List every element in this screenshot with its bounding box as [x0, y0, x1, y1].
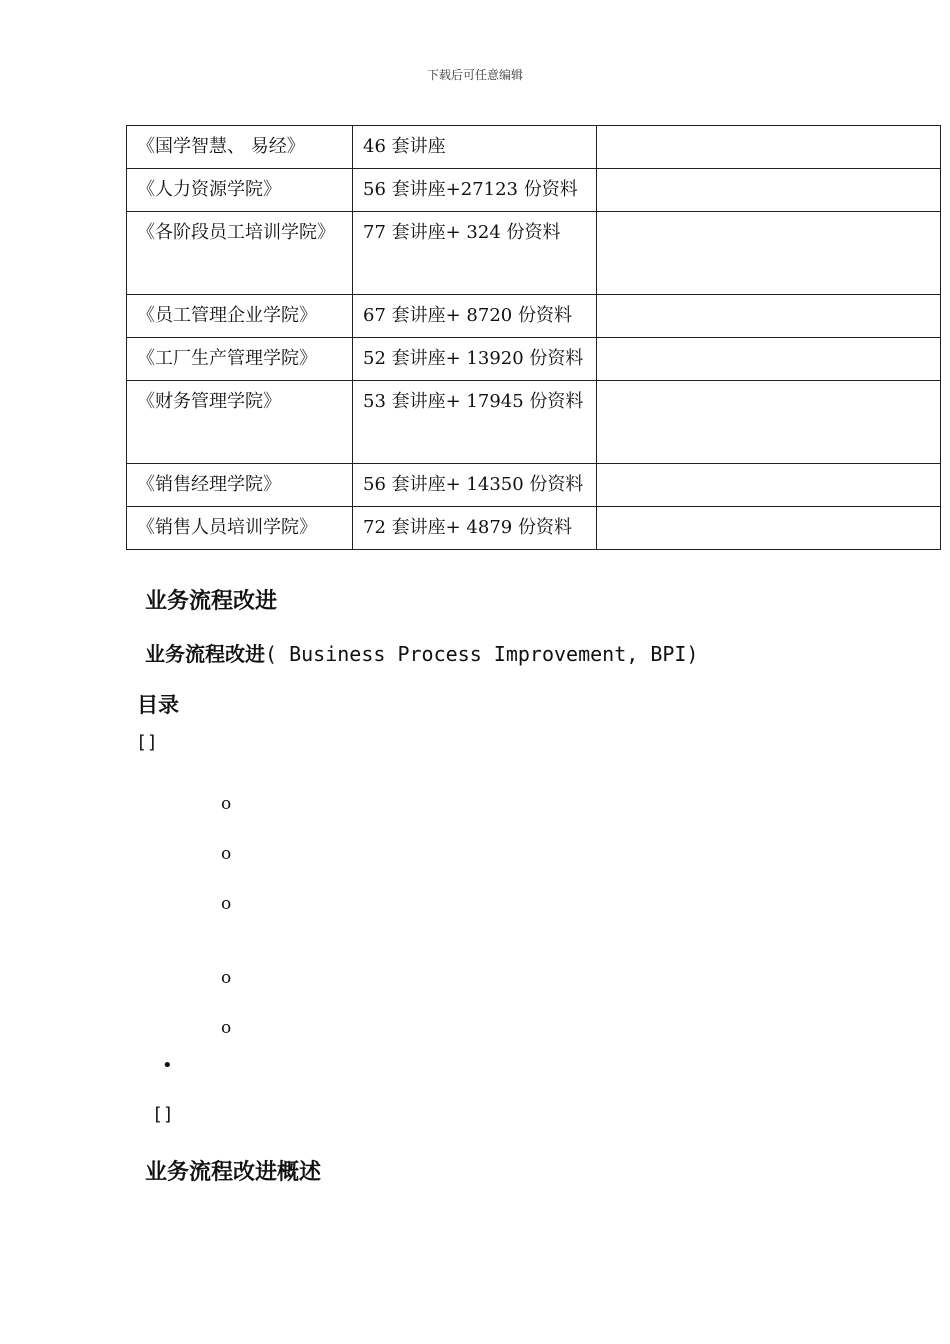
section-subtitle	[145, 638, 698, 667]
table-row	[127, 212, 941, 295]
overview-title: 业务流程改进概述	[145, 1160, 322, 1185]
catalog-table	[126, 125, 941, 550]
table-cell-note	[597, 338, 941, 381]
table-cell-name: 《员工管理企业学院》	[127, 295, 353, 338]
table-cell-name: 《财务管理学院》	[127, 381, 353, 464]
table-cell-content: 56 套讲座+27123 份资料	[353, 169, 597, 212]
toc-subitem[interactable]: o	[221, 844, 232, 864]
toc-subitem[interactable]: o	[221, 894, 232, 914]
toc-subitem[interactable]: o	[221, 968, 232, 988]
table-cell-content: 67 套讲座+ 8720 份资料	[353, 295, 597, 338]
table-cell-content: 52 套讲座+ 13920 份资料	[353, 338, 597, 381]
toc-bullet: •	[162, 1055, 173, 1076]
table-cell-note	[597, 381, 941, 464]
table-cell-name: 《各阶段员工培训学院》	[127, 212, 353, 295]
table-row	[127, 338, 941, 381]
table-cell-note	[597, 295, 941, 338]
toc-subitem[interactable]: o	[221, 1018, 232, 1038]
table-cell-content: 72 套讲座+ 4879 份资料	[353, 507, 597, 550]
table-cell-name: 《国学智慧、 易经》	[127, 126, 353, 169]
table-cell-note	[597, 464, 941, 507]
table-cell-content: 56 套讲座+ 14350 份资料	[353, 464, 597, 507]
table-cell-content: 46 套讲座	[353, 126, 597, 169]
table-cell-name: 《人力资源学院》	[127, 169, 353, 212]
table-row	[127, 169, 941, 212]
table-cell-note	[597, 126, 941, 169]
table-cell-name: 《工厂生产管理学院》	[127, 338, 353, 381]
table-row	[127, 295, 941, 338]
table-cell-note	[597, 169, 941, 212]
toc-anchor-bottom[interactable]: []	[152, 1104, 174, 1125]
table-cell-content: 77 套讲座+ 324 份资料	[353, 212, 597, 295]
table-cell-note	[597, 212, 941, 295]
table-row	[127, 381, 941, 464]
table-row	[127, 507, 941, 550]
toc-anchor-top[interactable]: []	[136, 732, 158, 753]
page-header: 下载后可任意编辑	[426, 68, 523, 82]
toc-title: 目录	[137, 693, 179, 717]
subtitle-cjk: 业务流程改进	[145, 642, 265, 666]
table-row	[127, 126, 941, 169]
table-cell-name: 《销售人员培训学院》	[127, 507, 353, 550]
subtitle-latin: ( Business Process Improvement, BPI)	[265, 642, 699, 666]
toc-subitem[interactable]: o	[221, 794, 232, 814]
table-row	[127, 464, 941, 507]
table-cell-name: 《销售经理学院》	[127, 464, 353, 507]
section-title: 业务流程改进	[145, 589, 278, 614]
table-cell-note	[597, 507, 941, 550]
table-cell-content: 53 套讲座+ 17945 份资料	[353, 381, 597, 464]
